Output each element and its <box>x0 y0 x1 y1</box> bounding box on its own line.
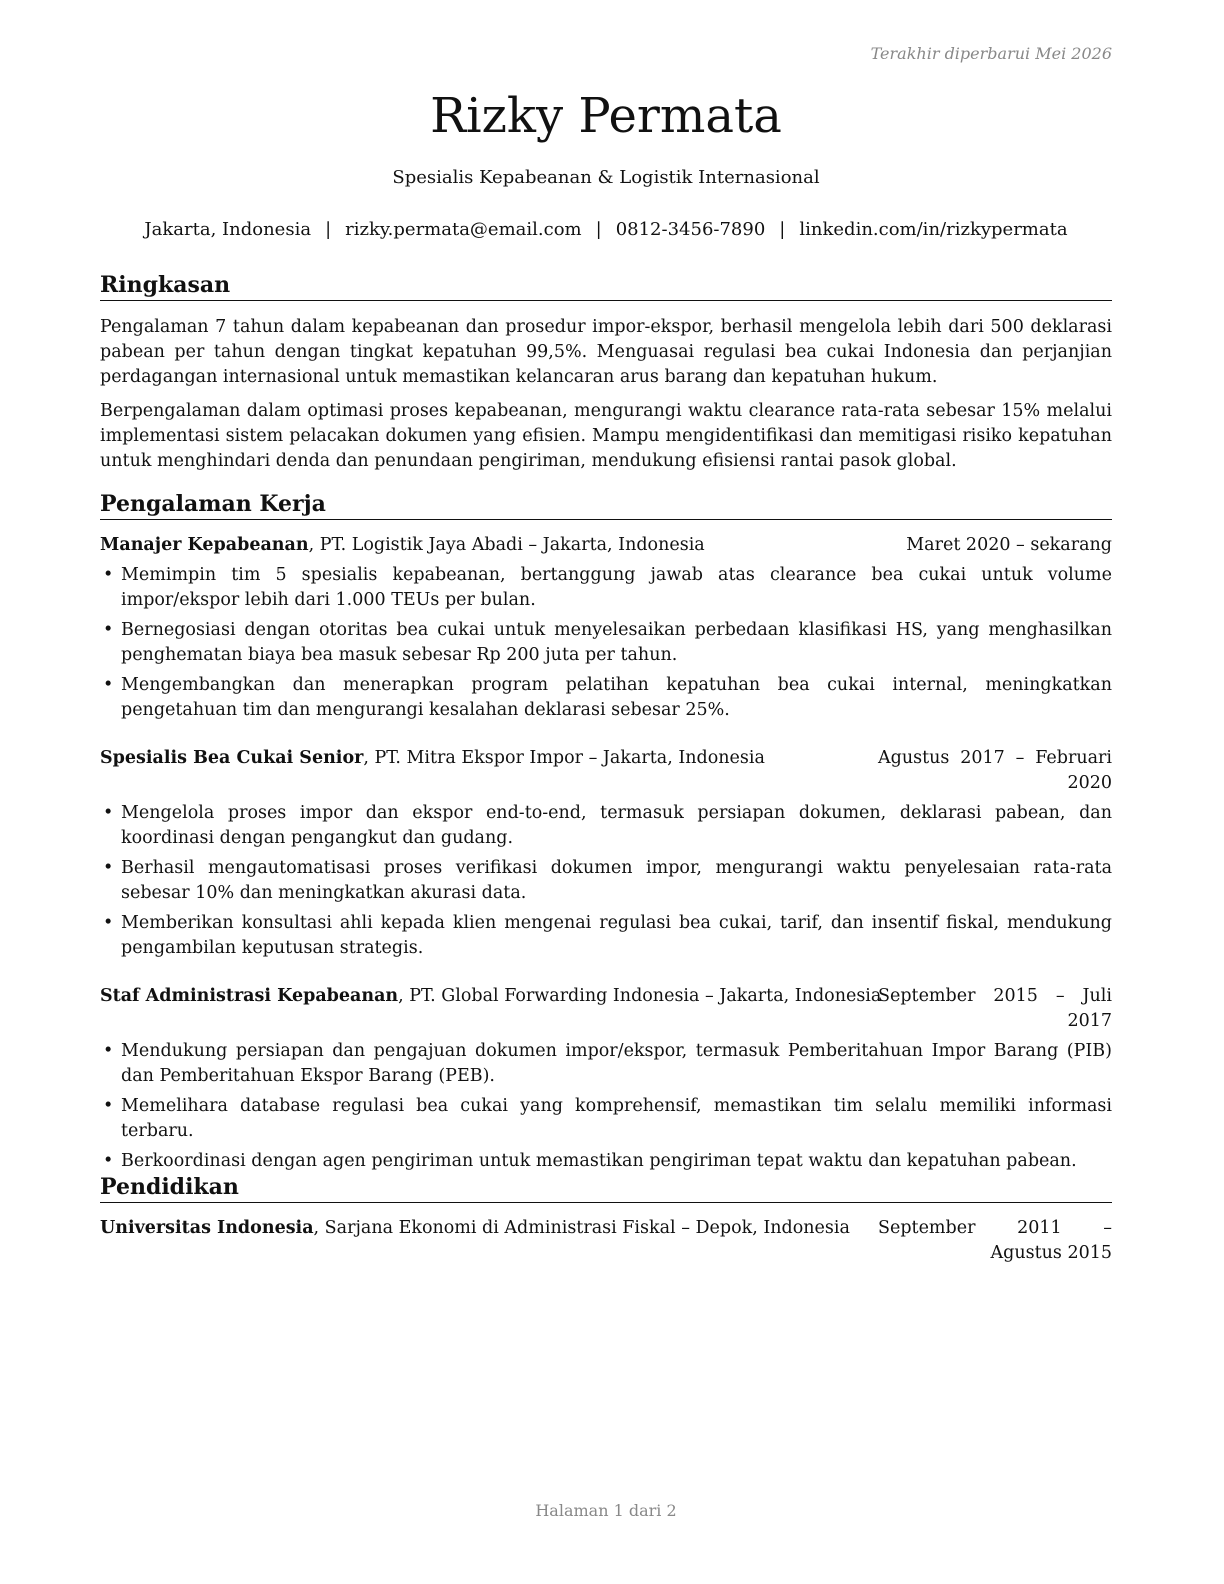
education-date: September 2011 – Agustus 2015 <box>878 1218 1112 1263</box>
job-organization: , PT. Mitra Ekspor Impor – Jakarta, Indonesia <box>363 748 765 768</box>
last-updated: Terakhir diperbarui Mei 2026 <box>870 44 1112 63</box>
bullet-icon: • <box>103 858 114 878</box>
list-item: • Memimpin tim 5 spesialis kepabeanan, bertanggung jawab atas clearance bea cukai untuk volume impor/ekspor lebih dari 1.000 TEUs per bulan. <box>103 565 1112 610</box>
bullet-icon: • <box>103 913 114 933</box>
section-title-summary: Ringkasan <box>100 271 1112 301</box>
job-role: Staf Administrasi Kepabeanan <box>100 986 399 1006</box>
page-number: Halaman 1 dari 2 <box>535 1501 677 1520</box>
education-school: Universitas Indonesia <box>100 1218 314 1238</box>
list-item: • Mendukung persiapan dan pengajuan dokumen impor/ekspor, termasuk Pemberitahuan Impor Barang (PIB) dan Pemberitahuan Ekspor Barang (PEB). <box>103 1041 1112 1086</box>
contact-email[interactable]: rizky.permata@email.com <box>345 219 582 240</box>
job-bullets <box>100 563 1112 728</box>
contact-separator: | <box>325 219 332 240</box>
list-item: • Berhasil mengautomatisasi proses verifikasi dokumen impor, mengurangi waktu penyelesaian rata-rata sebesar 10% dan meningkatkan akurasi data. <box>103 858 1112 903</box>
summary-paragraph: Berpengalaman dalam optimasi proses kepabeanan, mengurangi waktu clearance rata-rata sebesar 15% melalui implementasi sistem pelacakan dokumen yang efisien. Mampu mengidentifikasi dan memitigasi risiko kepatuhan untuk menghindari denda dan penundaan pengiriman, mendukung efisiensi rantai pasok global. <box>100 401 1112 471</box>
list-item: • Mengembangkan dan menerapkan program pelatihan kepatuhan bea cukai internal, meningkatkan pengetahuan tim dan mengurangi kesalahan deklarasi sebesar 25%. <box>103 675 1112 720</box>
list-item: • Memelihara database regulasi bea cukai yang komprehensif, memastikan tim selalu memiliki informasi terbaru. <box>103 1096 1112 1141</box>
resume-page <box>100 0 1112 1584</box>
contact-location: Jakarta, Indonesia <box>144 219 312 240</box>
job-date: Maret 2020 – sekarang <box>906 535 1112 555</box>
contact-phone: 0812-3456-7890 <box>615 219 766 240</box>
bullet-icon: • <box>103 675 114 695</box>
bullet-icon: • <box>103 1041 114 1061</box>
bullet-icon: • <box>103 565 114 585</box>
education-degree: , Sarjana Ekonomi di Administrasi Fiskal – Depok, Indonesia <box>313 1218 850 1238</box>
job-organization: , PT. Global Forwarding Indonesia – Jakarta, Indonesia <box>398 986 882 1006</box>
job-bullets <box>100 1039 1112 1179</box>
contact-line <box>100 219 1112 240</box>
section-title-education: Pendidikan <box>100 1173 1112 1203</box>
job-role: Spesialis Bea Cukai Senior <box>100 748 364 768</box>
contact-separator: | <box>595 219 602 240</box>
list-item: • Memberikan konsultasi ahli kepada klien mengenai regulasi bea cukai, tarif, dan insentif fiskal, mendukung pengambilan keputusan strategis. <box>103 913 1112 958</box>
list-item: • Mengelola proses impor dan ekspor end-to-end, termasuk persiapan dokumen, deklarasi pabean, dan koordinasi dengan pengangkut dan gudang. <box>103 803 1112 848</box>
list-item: • Berkoordinasi dengan agen pengiriman untuk memastikan pengiriman tepat waktu dan kepatuhan pabean. <box>100 1149 1112 1174</box>
bullet-icon: • <box>103 1096 114 1116</box>
summary-paragraph: Pengalaman 7 tahun dalam kepabeanan dan prosedur impor-ekspor, berhasil mengelola lebih dari 500 deklarasi pabean per tahun dengan tingkat kepatuhan 99,5%. Menguasai regulasi bea cukai Indonesia dan perjanjian perdagangan internasional untuk memastikan kelancaran arus barang dan kepatuhan hukum. <box>100 317 1112 387</box>
job-bullets <box>100 801 1112 966</box>
section-title-experience: Pengalaman Kerja <box>100 490 1112 520</box>
bullet-icon: • <box>103 620 114 640</box>
job-date: September 2015 – Juli 2017 <box>878 986 1112 1031</box>
list-item: • Bernegosiasi dengan otoritas bea cukai untuk menyelesaikan perbedaan klasifikasi HS, yang menghasilkan penghematan biaya bea masuk sebesar Rp 200 juta per tahun. <box>103 620 1112 665</box>
bullet-icon: • <box>103 1151 114 1171</box>
candidate-subtitle: Spesialis Kepabeanan & Logistik Internasional <box>392 167 820 188</box>
job-organization: , PT. Logistik Jaya Abadi – Jakarta, Indonesia <box>308 535 705 555</box>
job-date: Agustus 2017 – Februari 2020 <box>878 748 1112 793</box>
contact-linkedin[interactable]: linkedin.com/in/rizkypermata <box>799 219 1068 240</box>
candidate-name: Rizky Permata <box>430 88 782 144</box>
contact-separator: | <box>779 219 786 240</box>
job-role: Manajer Kepabeanan <box>100 535 309 555</box>
bullet-icon: • <box>103 803 114 823</box>
